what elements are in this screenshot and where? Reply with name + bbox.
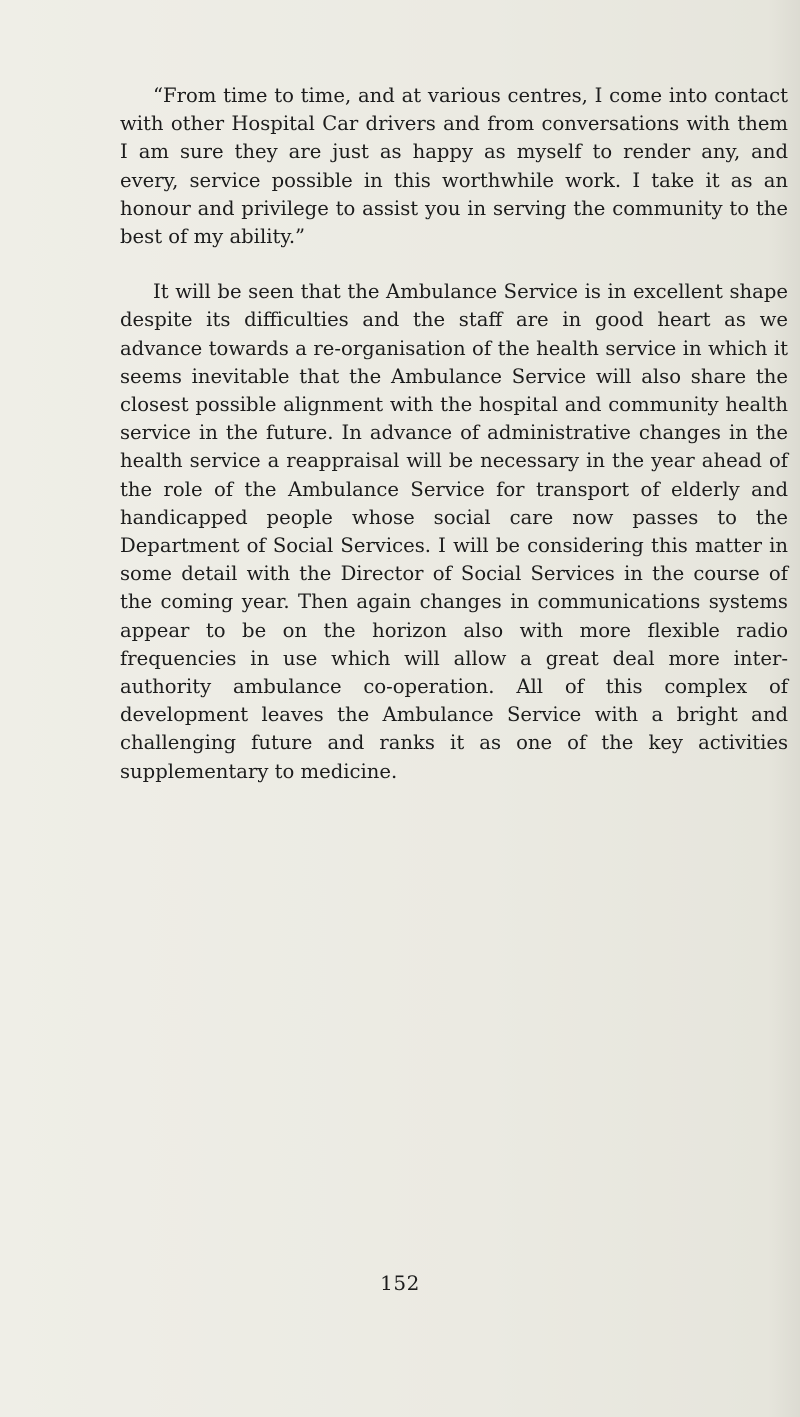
- quoted-paragraph: “From time to time, and at various centres, I come into contact with other Hospital Car drivers and from conversations with them I am sure they are just as happy as myself to render any, and every, service possible in this worthwhile work. I take it as an honour and privilege to assist you in serving the community to the best of my ability.”: [120, 84, 788, 249]
- page-number: 152: [380, 1271, 420, 1295]
- body-paragraph: It will be seen that the Ambulance Service is in excellent shape despite its difficulties and the staff are in good heart as we advance towards a re-organisation of the health service in which it seems inevitable that the Ambulance Service will also share the closest possible alignment with the hospital and community health service in the future. In advance of administrative changes in the health service a reappraisal will be necessary in the year ahead of the role of the Ambulance Service for transport of elderly and handicapped people whose social care now passes to the Department of Social Services. I will be considering this matter in some detail with the Director of Social Services in the course of the coming year. Then again changes in communications systems appear to be on the horizon also with more flexible radio frequencies in use which will allow a great deal more inter-authority ambulance co-operation. All of this complex of development leaves the Ambulance Service with a bright and challenging future and ranks it as one of the key activities supplementary to medicine.: [120, 280, 788, 783]
- body-text: [120, 82, 788, 786]
